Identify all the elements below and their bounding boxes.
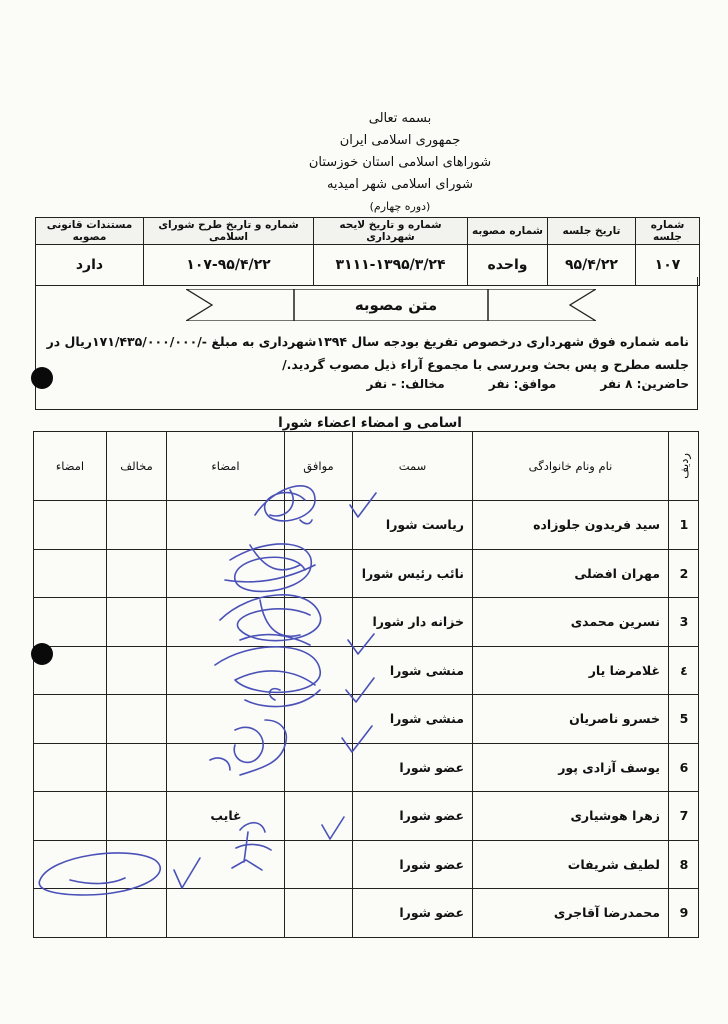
table-row	[34, 501, 699, 550]
members-title: اسامی و امضاء اعضاء شورا	[278, 415, 462, 431]
member-name: خسرو ناصریان	[473, 695, 669, 744]
table-row	[34, 646, 699, 695]
signature-note	[167, 549, 285, 598]
table-row	[34, 792, 699, 841]
col-row: ردیف	[669, 432, 699, 501]
meta-header: شماره و تاریخ لایحه شهرداری	[314, 218, 468, 245]
letterhead	[250, 108, 550, 218]
signature-note	[167, 889, 285, 938]
member-name: غلامرضا یار	[473, 646, 669, 695]
council-plan: ۱۰۷-۹۵/۴/۲۲	[144, 245, 314, 286]
row-number: 7	[669, 792, 699, 841]
member-position: منشی شورا	[353, 646, 473, 695]
member-name: لطیف شریفات	[473, 840, 669, 889]
country-name: جمهوری اسلامی ایران	[339, 133, 461, 148]
member-position: منشی شورا	[353, 695, 473, 744]
meta-header: تاریخ جلسه	[548, 218, 636, 245]
member-name: نسرین محمدی	[473, 598, 669, 647]
punch-hole	[31, 643, 53, 665]
table-row	[34, 840, 699, 889]
row-number: 9	[669, 889, 699, 938]
col-position: سمت	[353, 432, 473, 501]
signature-note	[167, 501, 285, 550]
province-council: شوراهای اسلامی استان خوزستان	[308, 155, 492, 170]
row-number: 2	[669, 549, 699, 598]
row-number: 5	[669, 695, 699, 744]
table-row	[34, 549, 699, 598]
signature-note	[167, 743, 285, 792]
member-name: سید فریدون جلوزاده	[473, 501, 669, 550]
row-number: 1	[669, 501, 699, 550]
resolution-box	[35, 277, 698, 410]
col-against: مخالف	[107, 432, 167, 501]
resolution-text: نامه شماره فوق شهرداری درخصوص تفریغ بودجه سال ۱۳۹۴شهرداری به مبلغ -/۱۷۱/۴۳۵/۰۰۰/۰۰۰ریال در جلسه مطرح و پس بحث وبررسی با مجموع آراء ذیل مصوب گردید./	[46, 334, 689, 372]
row-number: 3	[669, 598, 699, 647]
session-number: ۱۰۷	[636, 245, 700, 286]
meta-header: شماره و تاریخ طرح شورای اسلامی	[144, 218, 314, 245]
resolution-title: متن مصوبه	[354, 296, 438, 314]
row-number: 8	[669, 840, 699, 889]
row-number: ٤	[669, 646, 699, 695]
member-position: خزانه دار شورا	[353, 598, 473, 647]
meeting-meta-table	[35, 217, 700, 286]
members-table	[33, 431, 699, 938]
legal-documents: دارد	[36, 245, 144, 286]
agree-count: موافق: نفر	[488, 377, 557, 391]
against-count: مخالف: - نفر	[366, 377, 445, 391]
member-position: نائب رئیس شورا	[353, 549, 473, 598]
member-name: محمدرضا آقاجری	[473, 889, 669, 938]
member-position: عضو شورا	[353, 792, 473, 841]
col-name: نام ونام خانوادگی	[473, 432, 669, 501]
signature-note	[167, 840, 285, 889]
signature-note	[167, 695, 285, 744]
signature-note	[167, 598, 285, 647]
col-signature: امضاء	[167, 432, 285, 501]
member-position: عضو شورا	[353, 840, 473, 889]
invocation: بسمه تعالی	[368, 111, 432, 126]
col-signature-2: امضاء	[34, 432, 107, 501]
meta-header: شماره مصوبه	[468, 218, 548, 245]
signature-note: غایب	[167, 792, 285, 841]
member-name: مهران افضلی	[473, 549, 669, 598]
member-name: زهرا هوشیاری	[473, 792, 669, 841]
col-agree: موافق	[285, 432, 353, 501]
city-council: شورای اسلامی شهر امیدیه	[326, 177, 474, 192]
meta-header: مستندات قانونی مصوبه	[36, 218, 144, 245]
member-position: ریاست شورا	[353, 501, 473, 550]
table-row	[34, 598, 699, 647]
table-row	[34, 743, 699, 792]
resolution-number: واحده	[468, 245, 548, 286]
municipality-bill: ۳۱۱۱-۱۳۹۵/۳/۲۴	[314, 245, 468, 286]
table-row	[34, 889, 699, 938]
meta-header: شماره جلسه	[636, 218, 700, 245]
member-position: عضو شورا	[353, 889, 473, 938]
table-row	[34, 695, 699, 744]
council-term: (دوره چهارم)	[369, 200, 431, 213]
member-name: یوسف آزادی پور	[473, 743, 669, 792]
session-date: ۹۵/۴/۲۲	[548, 245, 636, 286]
member-position: عضو شورا	[353, 743, 473, 792]
vote-summary	[327, 377, 689, 391]
row-number: 6	[669, 743, 699, 792]
punch-hole	[31, 367, 53, 389]
signature-note	[167, 646, 285, 695]
present-count: حاضرین: ۸ نفر	[600, 377, 689, 391]
